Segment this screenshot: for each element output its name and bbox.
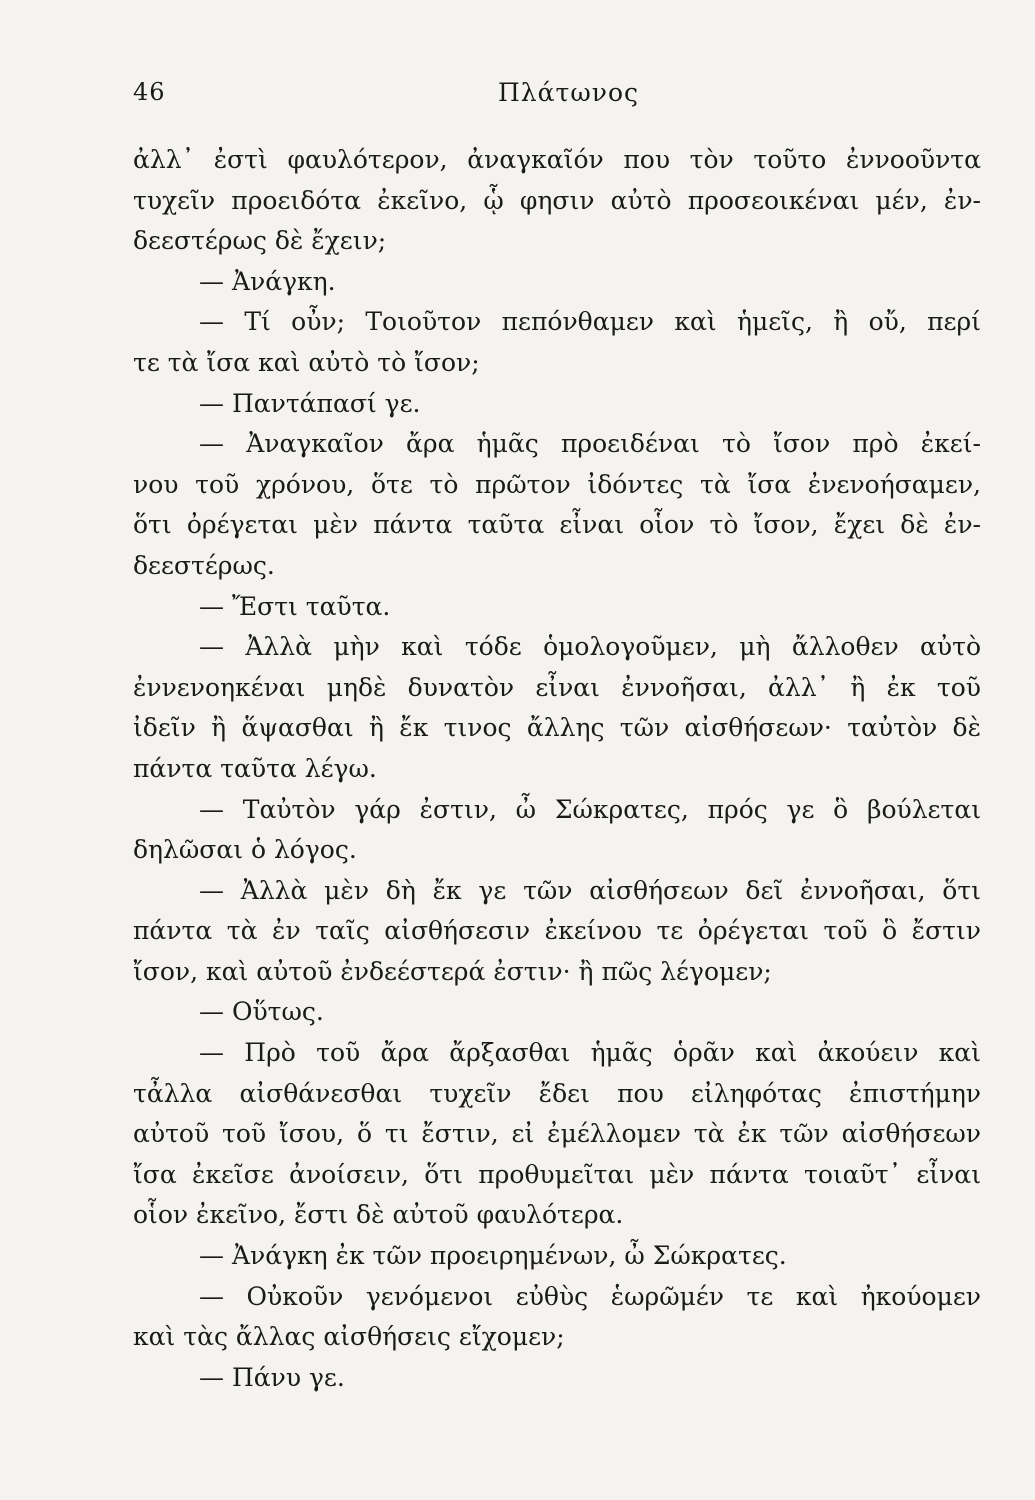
text-line: δεεστέρως δὲ ἔχειν; [133, 226, 387, 256]
text-line: — Οὕτως. [199, 997, 324, 1027]
text-line: — Ἀλλὰ μὲν δὴ ἔκ γε τῶν αἰσθήσεων δεῖ ἐννοῆσαι, ὅτι [199, 875, 981, 905]
text-line: ἴσα ἐκεῖσε ἀνοίσειν, ὅτι προθυμεῖται μὲν πάντα τοιαῦτ᾽ εἶναι [133, 1159, 981, 1189]
running-head: Πλάτωνος [498, 78, 639, 107]
text-line: καὶ τὰς ἄλλας αἰσθήσεις εἴχομεν; [133, 1322, 565, 1352]
text-line: — Πάνυ γε. [199, 1362, 345, 1392]
text-line: ἰδεῖν ἢ ἅψασθαι ἢ ἔκ τινος ἄλλης τῶν αἰσθήσεων· ταὐτὸν δὲ [133, 713, 981, 743]
text-line: — Οὐκοῦν γενόμενοι εὐθὺς ἑωρῶμέν τε καὶ ἠκούομεν [199, 1281, 981, 1311]
text-line: αὐτοῦ τοῦ ἴσου, ὅ τι ἔστιν, εἰ ἐμέλλομεν τὰ ἐκ τῶν αἰσθήσεων [133, 1119, 981, 1149]
text-line: δεεστέρως. [133, 550, 275, 580]
text-line: πάντα τὰ ἐν ταῖς αἰσθήσεσιν ἐκείνου τε ὀρέγεται τοῦ ὃ ἔστιν [133, 916, 981, 946]
text-line: ἐννενοηκέναι μηδὲ δυνατὸν εἶναι ἐννοῆσαι, ἀλλ᾽ ἢ ἐκ τοῦ [133, 672, 981, 702]
text-line: — Ἀναγκαῖον ἄρα ἡμᾶς προειδέναι τὸ ἴσον πρὸ ἐκεί- [199, 429, 981, 459]
text-line: — Τί οὖν; Τοιοῦτον πεπόνθαμεν καὶ ἡμεῖς, ἢ οὔ, περί [199, 307, 981, 337]
text-line: δηλῶσαι ὁ λόγος. [133, 835, 357, 865]
text-line: ἀλλ᾽ ἐστὶ φαυλότερον, ἀναγκαῖόν που τὸν τοῦτο ἐννοοῦντα [133, 145, 981, 174]
text-line: — Ἀνάγκη ἐκ τῶν προειρημένων, ὦ Σώκρατες. [199, 1241, 787, 1271]
text-line: τἆλλα αἰσθάνεσθαι τυχεῖν ἔδει που εἰληφότας ἐπιστήμην [133, 1078, 981, 1108]
page-number: 46 [133, 78, 166, 106]
body-text [133, 140, 981, 1398]
text-line: πάντα ταῦτα λέγω. [133, 753, 377, 783]
text-line: — Ταὐτὸν γάρ ἐστιν, ὦ Σώκρατες, πρός γε ὃ βούλεται [199, 794, 981, 824]
text-line: — Ἀλλὰ μὴν καὶ τόδε ὁμολογοῦμεν, μὴ ἄλλοθεν αὐτὸ [199, 632, 981, 662]
text-line: τυχεῖν προειδότα ἐκεῖνο, ᾧ φησιν αὐτὸ προσεοικέναι μέν, ἐν- [133, 185, 981, 215]
text-line: ὅτι ὀρέγεται μὲν πάντα ταῦτα εἶναι οἷον τὸ ἴσον, ἔχει δὲ ἐν- [133, 510, 981, 540]
text-line: — Ἔστι ταῦτα. [199, 591, 391, 621]
text-line: ἴσον, καὶ αὐτοῦ ἐνδεέστερά ἐστιν· ἢ πῶς λέγομεν; [133, 956, 772, 986]
text-line: — Πρὸ τοῦ ἄρα ἄρξασθαι ἡμᾶς ὁρᾶν καὶ ἀκούειν καὶ [199, 1038, 981, 1068]
text-line: οἷον ἐκεῖνο, ἔστι δὲ αὐτοῦ φαυλότερα. [133, 1200, 624, 1230]
text-line: τε τὰ ἴσα καὶ αὐτὸ τὸ ἴσον; [133, 347, 480, 377]
text-line: — Ἀνάγκη. [199, 266, 336, 296]
text-line: νου τοῦ χρόνου, ὅτε τὸ πρῶτον ἰδόντες τὰ ἴσα ἐνενοήσαμεν, [133, 469, 981, 499]
text-line: — Παντάπασί γε. [199, 388, 421, 418]
